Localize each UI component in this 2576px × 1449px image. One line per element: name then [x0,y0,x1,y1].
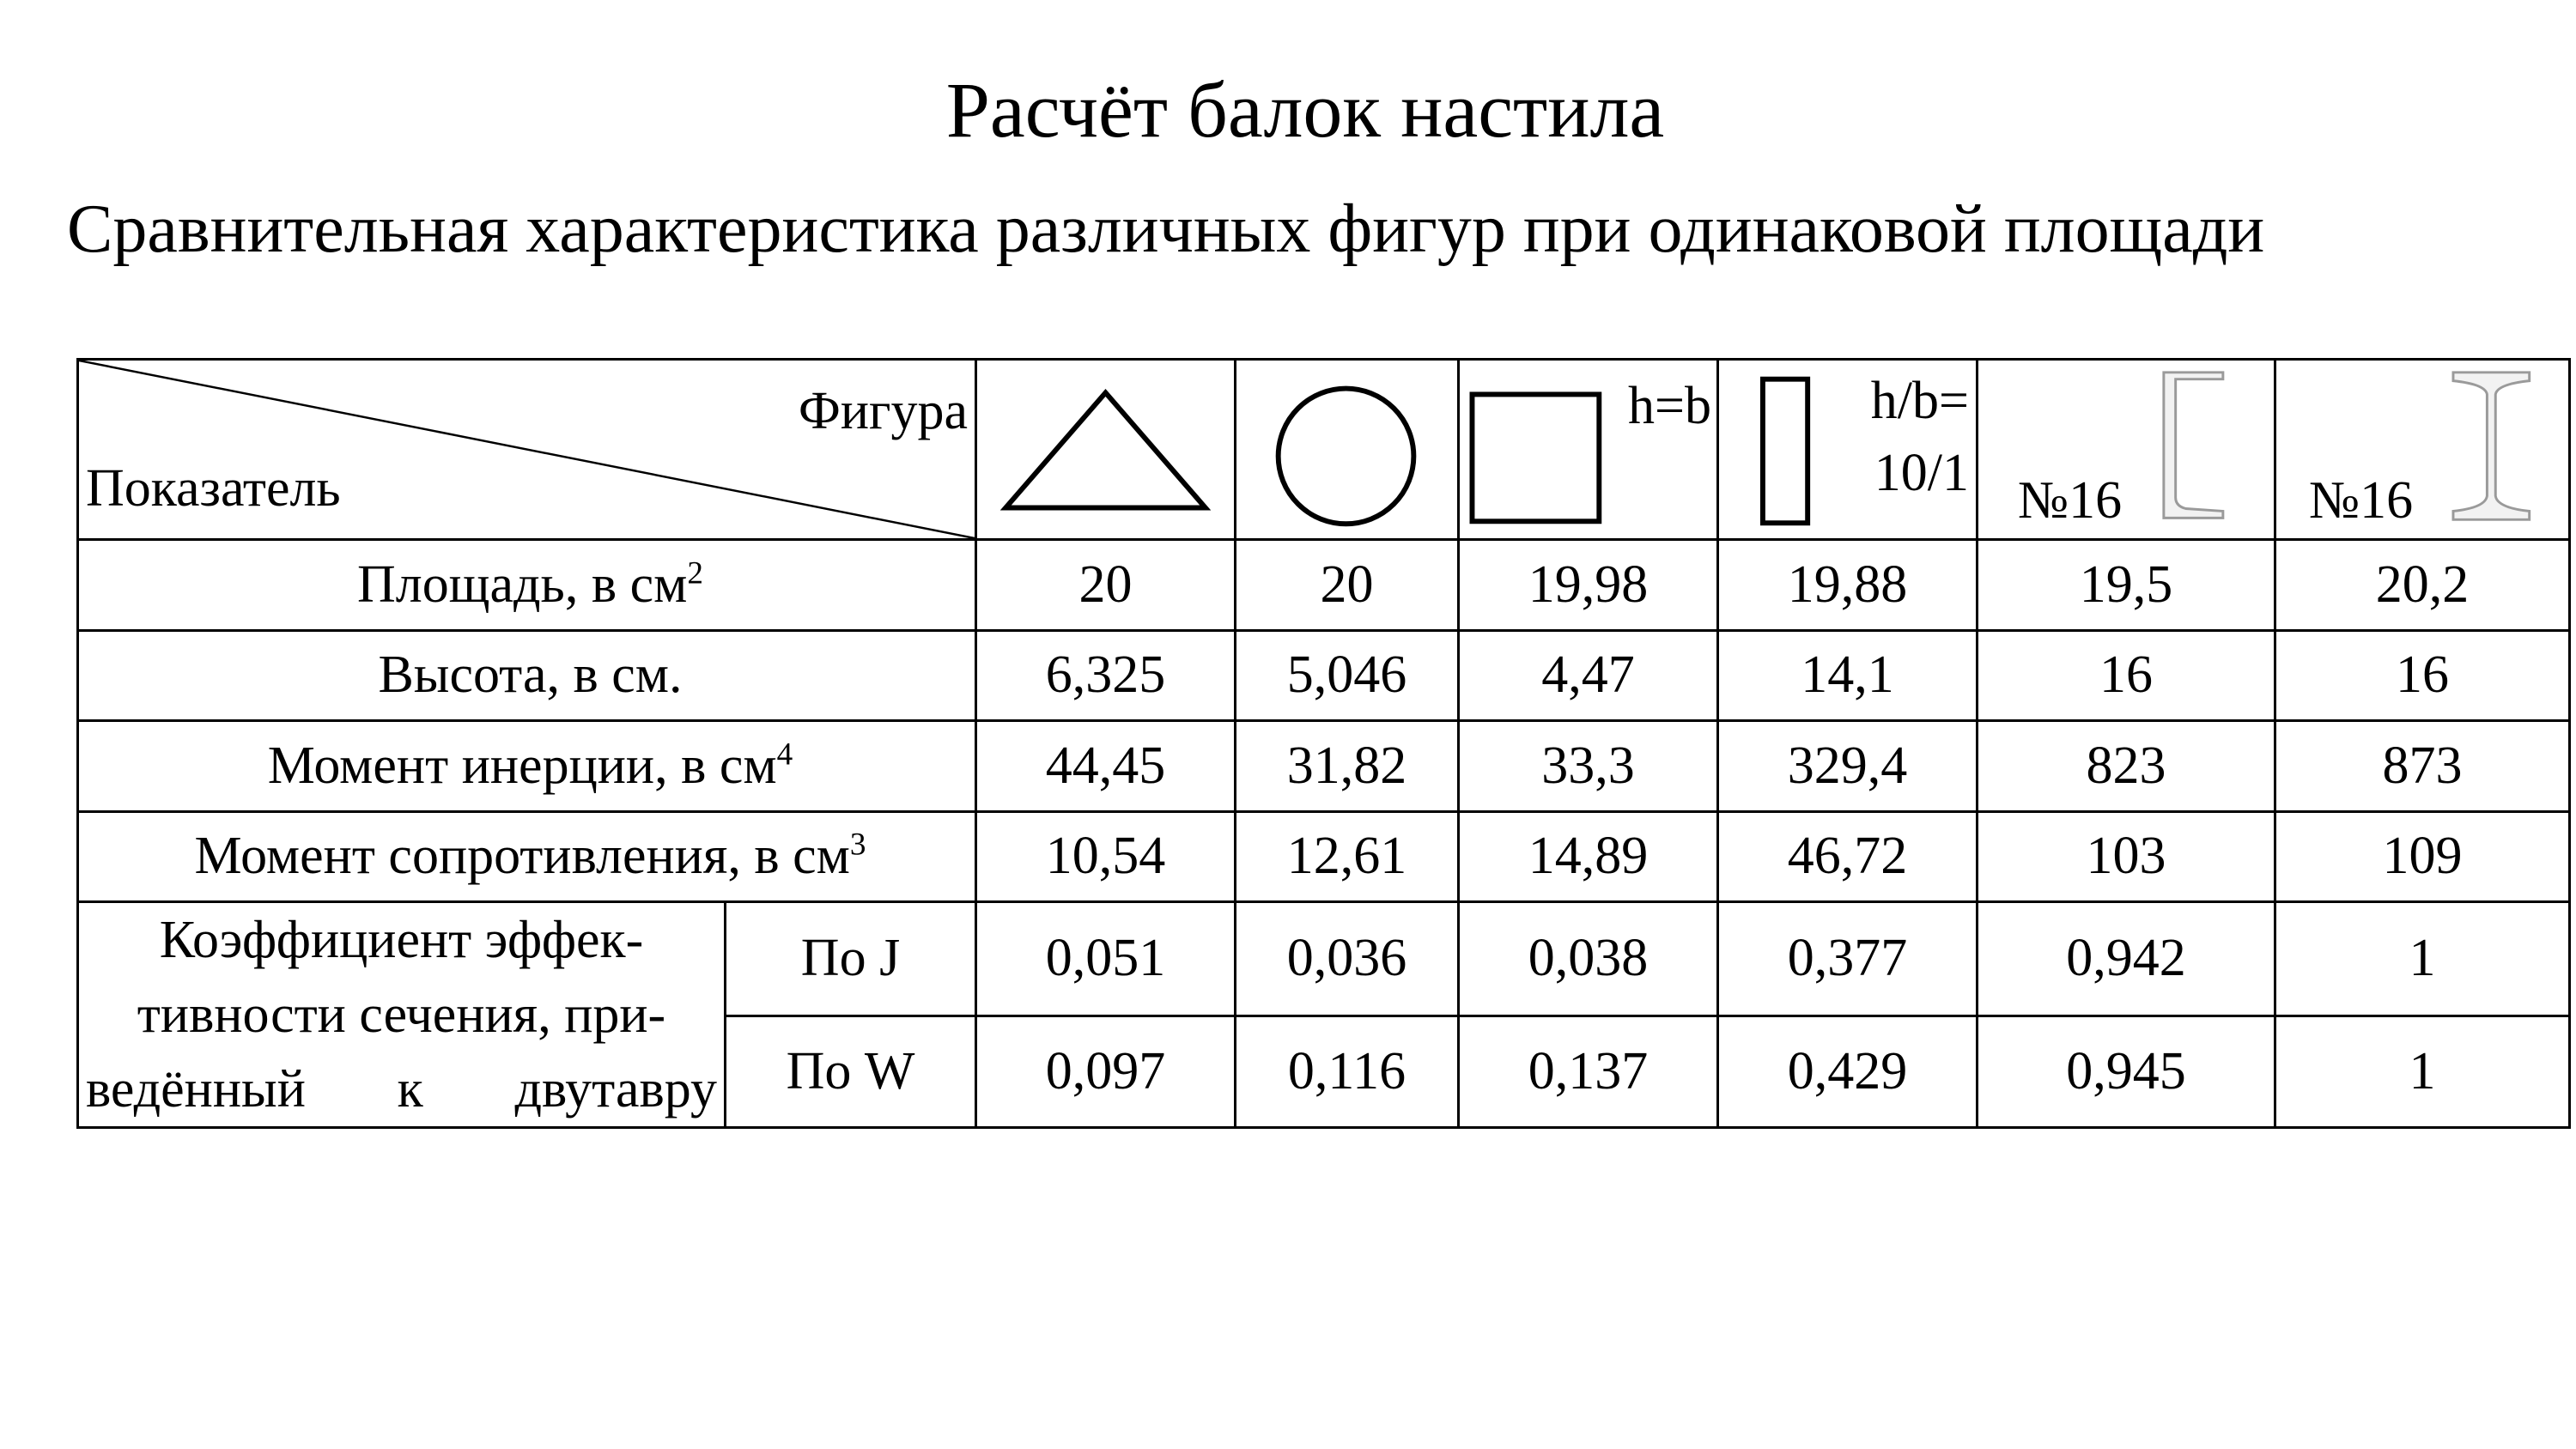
coefficient-label: Коэффициент эффек-тивности сечения, при-ведённый к двутавру [78,902,726,1128]
table-cell: 0,097 [976,1016,1236,1128]
table-cell: 5,046 [1236,631,1459,721]
header-triangle-cell [976,360,1236,540]
header-square-cell [1459,360,1718,540]
page-title: Расчёт балок настила [945,66,1665,154]
table-cell: 0,429 [1718,1016,1978,1128]
table-cell: 16 [2275,631,2570,721]
coef-sublabel: По J [726,902,976,1016]
table-cell: 12,61 [1236,812,1459,902]
table-cell: 823 [1978,721,2275,812]
table-cell: 0,377 [1718,902,1978,1016]
header-rectangle-cell [1718,360,1978,540]
table-cell: 0,051 [976,902,1236,1016]
table-cell: 1 [2275,1016,2570,1128]
table-cell: 0,036 [1236,902,1459,1016]
row-label: Момент сопротивления, в $см^3$ [78,812,976,902]
table-cell: 20 [1236,540,1459,631]
table-row [78,631,2570,721]
row-label: Момент инерции, в $см^4$ [78,721,976,812]
table-cell: 20 [976,540,1236,631]
header-figure-label: Фигура [798,382,968,440]
table-cell: 44,45 [976,721,1236,812]
table-cell: 14,89 [1459,812,1718,902]
table-cell: 0,942 [1978,902,2275,1016]
table-cell: 1 [2275,902,2570,1016]
ibeam-note: №16 [2309,471,2414,530]
header-circle-cell [1236,360,1459,540]
table-cell: 329,4 [1718,721,1978,812]
table-cell: 46,72 [1718,812,1978,902]
table-cell: 19,88 [1718,540,1978,631]
row-label: Высота, в см. [78,631,976,721]
square-note: h=b [1628,377,1711,435]
table-cell: 20,2 [2275,540,2570,631]
table-cell: 0,116 [1236,1016,1459,1128]
table-cell: 16 [1978,631,2275,721]
rectangle-note-line1: h/b= [1870,372,1969,430]
table-cell: 103 [1978,812,2275,902]
table-row [78,721,2570,812]
channel-note: №16 [2018,471,2123,530]
header-indicator-label: Показатель [86,458,341,518]
circle-icon [1236,361,1457,538]
comparison-table [76,358,2571,1129]
table-cell: 10,54 [976,812,1236,902]
table-row [78,540,2570,631]
table-cell: 33,3 [1459,721,1718,812]
table-cell: 109 [2275,812,2570,902]
table-cell: 0,038 [1459,902,1718,1016]
rectangle-note-line2: 10/1 [1874,444,1969,502]
table-cell: 14,1 [1718,631,1978,721]
header-ibeam-cell [2275,360,2570,540]
table-cell: 0,137 [1459,1016,1718,1128]
coef-sublabel: По W [726,1016,976,1128]
table-cell: 31,82 [1236,721,1459,812]
header-row [78,360,2570,540]
table-cell: 6,325 [976,631,1236,721]
header-channel-cell [1978,360,2275,540]
table-cell: 0,945 [1978,1016,2275,1128]
table-row [78,812,2570,902]
row-label: Площадь, в $см^2$ [78,540,976,631]
table-cell: 19,98 [1459,540,1718,631]
table-cell: 873 [2275,721,2570,812]
table-cell: 4,47 [1459,631,1718,721]
page-subtitle: Сравнительная характеристика различных фигур при одинаковой площади [67,191,2265,267]
triangle-icon [977,361,1234,538]
header-corner-cell [78,360,976,540]
table-row [78,902,2570,1016]
table-cell: 19,5 [1978,540,2275,631]
